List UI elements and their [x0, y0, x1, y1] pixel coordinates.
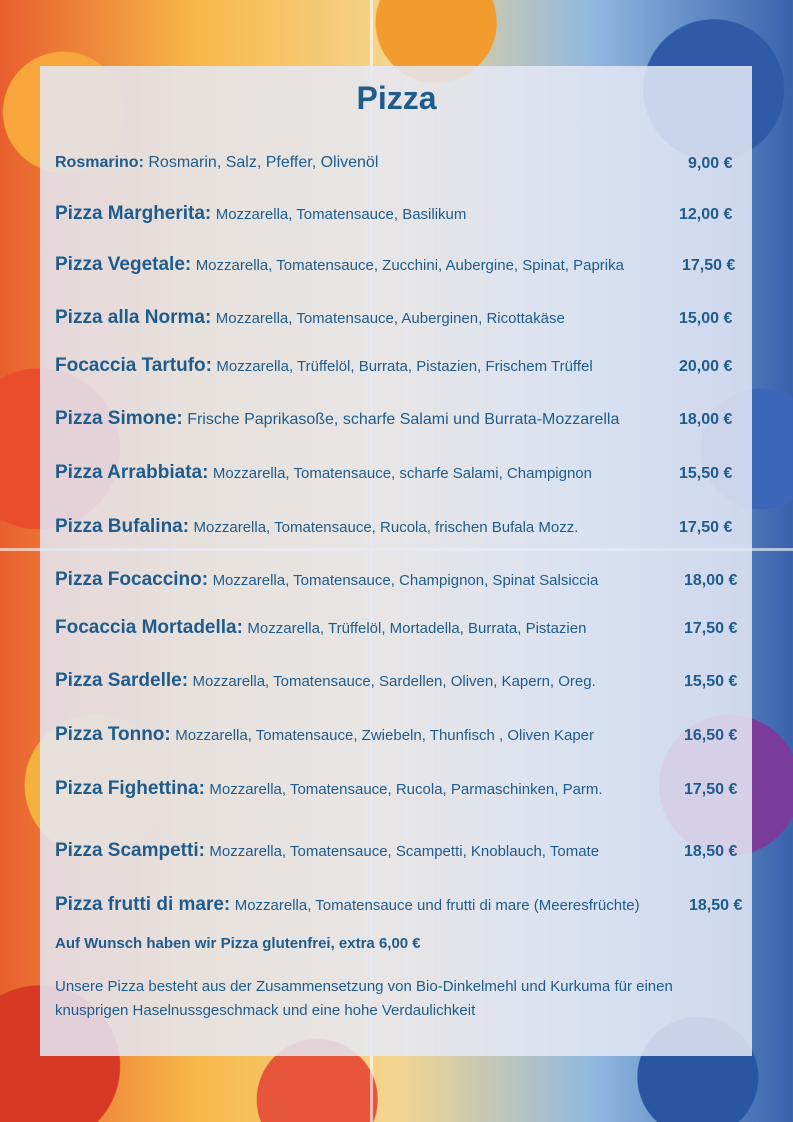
menu-item	[55, 778, 603, 800]
gluten-free-note: Auf Wunsch haben wir Pizza glutenfrei, extra 6,00 €	[55, 935, 421, 952]
item-desc: Mozzarella, Tomatensauce, Auberginen, Ricottakäse	[215, 310, 565, 327]
item-price: 20,00 €	[679, 358, 733, 375]
item-desc: Mozzarella, Tomatensauce, scharfe Salami, Champignon	[212, 465, 592, 482]
menu-item	[55, 408, 619, 430]
item-name: Rosmarino:	[55, 154, 144, 171]
menu-item	[55, 617, 586, 639]
item-name: Pizza Arrabbiata:	[55, 462, 209, 483]
item-desc: Mozzarella, Tomatensauce und frutti di mare (Meeresfrüchte)	[234, 897, 640, 914]
item-name: Pizza Sardelle:	[55, 670, 189, 691]
item-name: Pizza frutti di mare:	[55, 894, 231, 915]
item-price: 17,50 €	[679, 519, 733, 536]
item-desc: Rosmarin, Salz, Pfeffer, Olivenöl	[148, 154, 379, 171]
menu-item	[55, 254, 624, 276]
menu-item	[55, 840, 599, 862]
menu-item	[55, 894, 640, 916]
item-name: Pizza Fighettina:	[55, 778, 205, 799]
item-price: 18,50 €	[689, 897, 743, 914]
item-desc: Mozzarella, Trüffelöl, Burrata, Pistazien, Frischem Trüffel	[216, 358, 593, 375]
item-desc: Mozzarella, Tomatensauce, Zucchini, Aubergine, Spinat, Paprika	[195, 257, 624, 274]
menu-item	[55, 670, 596, 692]
item-name: Focaccia Mortadella:	[55, 617, 243, 638]
item-desc: Frische Paprikasoße, scharfe Salami und Burrata-Mozzarella	[187, 411, 620, 428]
menu-item	[55, 203, 466, 225]
item-name: Pizza Scampetti:	[55, 840, 205, 861]
item-name: Pizza Focaccino:	[55, 569, 209, 590]
item-price: 12,00 €	[679, 206, 733, 223]
item-price: 17,50 €	[684, 620, 738, 637]
item-price: 18,00 €	[684, 572, 738, 589]
footer-description: Unsere Pizza besteht aus der Zusammensetzung von Bio-Dinkelmehl und Kurkuma für einen knusprigen Haselnussgeschmack und eine hohe Verdaulichkeit	[55, 978, 673, 1019]
menu-item	[55, 516, 578, 538]
item-desc: Mozzarella, Tomatensauce, Champignon, Spinat Salsiccia	[212, 572, 599, 589]
item-name: Pizza Margherita:	[55, 203, 212, 224]
item-price: 15,50 €	[684, 673, 738, 690]
item-name: Pizza Tonno:	[55, 724, 171, 745]
item-price: 18,50 €	[684, 843, 738, 860]
item-desc: Mozzarella, Tomatensauce, Sardellen, Oliven, Kapern, Oreg.	[192, 673, 596, 690]
item-desc: Mozzarella, Trüffelöl, Mortadella, Burrata, Pistazien	[247, 620, 587, 637]
menu-item	[55, 462, 592, 484]
item-price: 9,00 €	[688, 155, 733, 172]
item-name: Pizza alla Norma:	[55, 307, 212, 328]
item-desc: Mozzarella, Tomatensauce, Basilikum	[215, 206, 467, 223]
item-desc: Mozzarella, Tomatensauce, Scampetti, Knoblauch, Tomate	[209, 843, 600, 860]
item-price: 15,00 €	[679, 310, 733, 327]
item-price: 18,00 €	[679, 411, 733, 428]
item-desc: Mozzarella, Tomatensauce, Zwiebeln, Thunfisch , Oliven Kaper	[175, 727, 595, 744]
item-price: 17,50 €	[682, 257, 736, 274]
item-name: Pizza Simone:	[55, 408, 183, 429]
item-name: Pizza Bufalina:	[55, 516, 190, 537]
item-price: 17,50 €	[684, 781, 738, 798]
item-desc: Mozzarella, Tomatensauce, Rucola, Parmaschinken, Parm.	[209, 781, 603, 798]
item-name: Pizza Vegetale:	[55, 254, 192, 275]
item-desc: Mozzarella, Tomatensauce, Rucola, frischen Bufala Mozz.	[193, 519, 579, 536]
item-price: 16,50 €	[684, 727, 738, 744]
item-name: Focaccia Tartufo:	[55, 355, 212, 376]
item-price: 15,50 €	[679, 465, 733, 482]
menu-item	[55, 307, 565, 329]
menu-item	[55, 355, 593, 377]
menu-item	[55, 569, 598, 591]
menu-item	[55, 724, 594, 746]
page-title: Pizza	[356, 80, 437, 116]
menu-item	[55, 154, 378, 172]
